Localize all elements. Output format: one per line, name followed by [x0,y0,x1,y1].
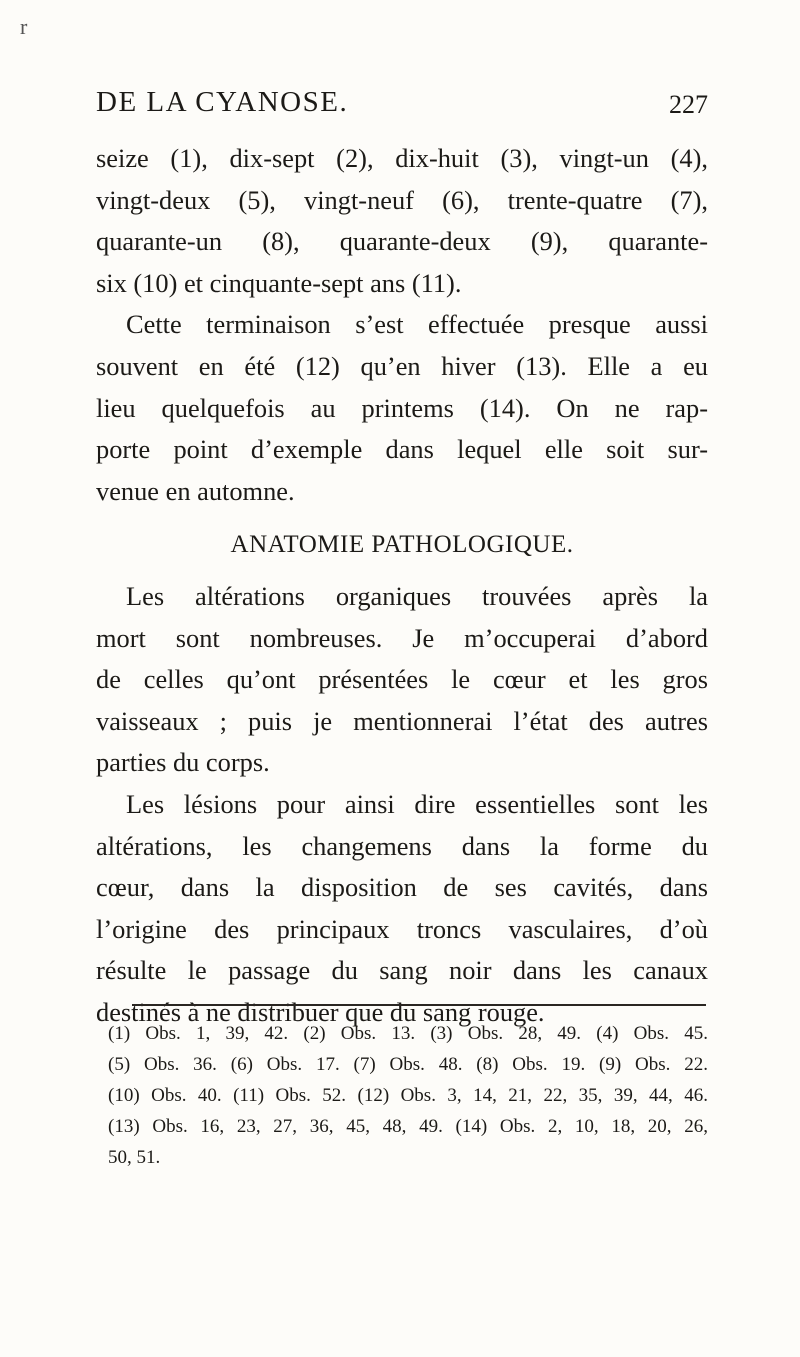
text-line: seize (1), dix-sept (2), dix-huit (3), vingt-un (4), [96,143,708,173]
text-line: porte point d’exemple dans lequel elle soit sur- [96,434,708,465]
corner-mark: r [20,14,28,39]
footnote-line: (5) Obs. 36. (6) Obs. 17. (7) Obs. 48. (8) Obs. 19. (9) Obs. 22. [108,1054,708,1075]
text-line: quarante-un (8), quarante-deux (9), quarante- [96,226,708,257]
paragraph-2 [96,304,708,512]
text-line: destinés à ne distribuer que du sang rouge. [96,996,545,1027]
paragraph-3 [96,576,708,784]
text-line: cœur, dans la disposition de ses cavités, dans [96,872,708,903]
paragraph-1 [96,138,708,304]
text-line: Les lésions pour ainsi dire essentielles sont les [126,788,708,819]
running-head: DE LA CYANOSE. [96,86,349,118]
section-heading: ANATOMIE PATHOLOGIQUE. [230,531,574,559]
footnotes [108,1018,708,1173]
text-line: six (10) et cinquante-sept ans (11). [96,267,462,298]
text-line: Cette terminaison s’est effectuée presque aussi [126,309,708,340]
text-line: de celles qu’ont présentées le cœur et les gros [96,664,708,695]
text-line: souvent en été (12) qu’en hiver (13). Elle a eu [96,350,708,381]
text-line: venue en automne. [96,475,295,506]
footnote-line: (10) Obs. 40. (11) Obs. 52. (12) Obs. 3, 14, 21, 22, 35, 39, 44, 46. [108,1085,708,1106]
footnote-rule [132,1004,706,1006]
page-number: 227 [669,90,708,119]
text-line: mort sont nombreuses. Je m’occuperai d’abord [96,622,708,653]
page-header [96,86,708,136]
paragraph-4 [96,784,708,1034]
text-line: l’origine des principaux troncs vasculaires, d’où [96,913,708,944]
text-line: résulte le passage du sang noir dans les canaux [96,955,708,986]
footnote-line: (13) Obs. 16, 23, 27, 36, 45, 48, 49. (14) Obs. 2, 10, 18, 20, 26, [108,1116,708,1137]
text-line: parties du corps. [96,747,270,778]
text-line: vaisseaux ; puis je mentionnerai l’état des autres [96,705,708,736]
footnote-line: (1) Obs. 1, 39, 42. (2) Obs. 13. (3) Obs. 28, 49. (4) Obs. 45. [108,1023,708,1044]
body-text [96,138,708,1033]
text-line: Les altérations organiques trouvées après la [126,580,708,611]
text-line: lieu quelquefois au printems (14). On ne rap- [96,392,708,423]
footnote-line: 50, 51. [108,1147,161,1168]
text-line: vingt-deux (5), vingt-neuf (6), trente-quatre (7), [96,184,708,215]
text-line: altérations, les changemens dans la forme du [96,830,708,861]
